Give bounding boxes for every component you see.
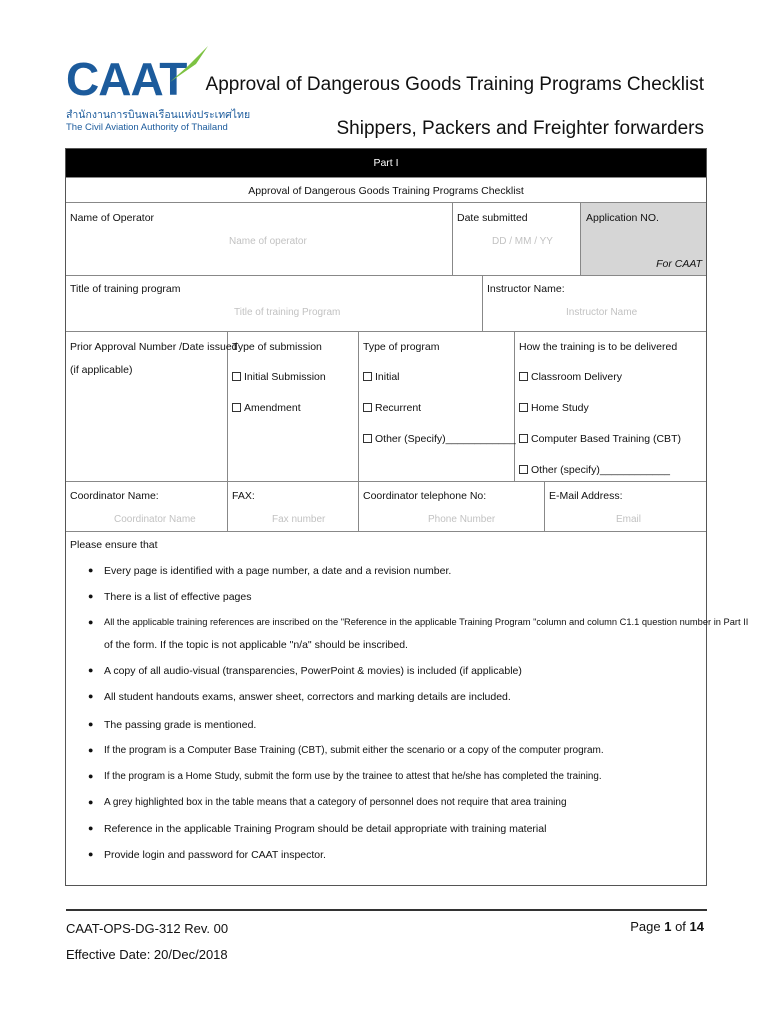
bullet-icon: ● [88, 823, 94, 833]
checkbox-home-study[interactable]: Home Study [519, 402, 589, 414]
ensure-item: Provide login and password for CAAT inspector. [104, 849, 326, 861]
logo-thai-name: สำนักงานการบินพลเรือนแห่งประเทศไทย [66, 109, 251, 121]
operator-input[interactable]: Name of operator [229, 236, 307, 247]
checkbox-classroom[interactable]: Classroom Delivery [519, 371, 622, 383]
checkbox-initial-submission[interactable]: Initial Submission [232, 371, 326, 383]
checkbox-program-other[interactable]: Other (Specify)____________ [363, 433, 516, 445]
logo-english-name: The Civil Aviation Authority of Thailand [66, 122, 228, 133]
checkbox-cbt[interactable]: Computer Based Training (CBT) [519, 433, 681, 445]
date-input[interactable]: DD / MM / YY [492, 236, 553, 247]
bullet-icon: ● [88, 665, 94, 675]
form-subtitle: Approval of Dangerous Goods Training Programs Checklist [248, 185, 524, 197]
checkbox-icon [232, 403, 241, 412]
page-number: Page 1 of 14 [630, 919, 704, 934]
footer-divider [66, 909, 707, 911]
bullet-icon: ● [88, 565, 94, 575]
checkbox-icon [363, 434, 372, 443]
part-label: Part I [373, 157, 399, 169]
checkbox-icon [519, 403, 528, 412]
checklist-form [65, 148, 749, 886]
ensure-item: If the program is a Computer Base Training (CBT), submit either the scenario or a copy of the computer program. [104, 745, 604, 756]
ensure-item: All the applicable training references are inscribed on the "Reference in the applicable Training Program "column and column C1.1 question number in Part II [104, 617, 749, 627]
checkbox-icon [363, 403, 372, 412]
ensure-heading: Please ensure that [70, 539, 158, 551]
ensure-item: There is a list of effective pages [104, 591, 252, 603]
document-title: Approval of Dangerous Goods Training Programs Checklist [205, 74, 704, 95]
for-caat-note: For CAAT [656, 258, 702, 270]
ensure-item: Every page is identified with a page number, a date and a revision number. [104, 565, 452, 577]
instructor-label: Instructor Name: [487, 283, 565, 295]
checkbox-delivery-other[interactable]: Other (specify)____________ [519, 464, 670, 476]
logo-swoosh-icon [168, 44, 210, 84]
bullet-icon: ● [88, 691, 94, 701]
bullet-icon: ● [88, 591, 94, 601]
ensure-item-continued: of the form. If the topic is not applicable "n/a" should be inscribed. [104, 639, 408, 651]
logo-wordmark: CAAT [66, 53, 187, 105]
program-type-label: Type of program [363, 341, 440, 353]
effective-date: Effective Date: 20/Dec/2018 [66, 947, 228, 962]
ensure-item: Reference in the applicable Training Program should be detail appropriate with training material [104, 823, 547, 835]
ensure-item: A copy of all audio-visual (transparencies, PowerPoint & movies) is included (if applicable) [104, 665, 522, 677]
delivery-label: How the training is to be delivered [519, 341, 678, 353]
program-title-input[interactable]: Title of training Program [234, 307, 341, 318]
submission-type-label: Type of submission [232, 341, 322, 353]
checkbox-icon [363, 372, 372, 381]
email-input[interactable]: Email [616, 514, 642, 525]
phone-label: Coordinator telephone No: [363, 490, 487, 502]
checkbox-icon [519, 372, 528, 381]
document-code: CAAT-OPS-DG-312 Rev. 00 [66, 921, 229, 936]
bullet-icon: ● [88, 745, 94, 755]
application-label: Application NO. [586, 212, 659, 224]
document-subtitle: Shippers, Packers and Freighter forwarders [336, 118, 704, 139]
coordinator-input[interactable]: Coordinator Name [114, 514, 196, 525]
ensure-item: The passing grade is mentioned. [104, 719, 257, 731]
bullet-icon: ● [88, 797, 94, 807]
prior-approval-label: Prior Approval Number /Date issued [70, 341, 238, 353]
ensure-item: A grey highlighted box in the table means that a category of personnel does not require that area training [104, 797, 567, 808]
bullet-icon: ● [88, 849, 94, 859]
program-title-label: Title of training program [70, 283, 181, 295]
prior-approval-note: (if applicable) [70, 364, 133, 376]
instructor-input[interactable]: Instructor Name [566, 307, 638, 318]
coordinator-label: Coordinator Name: [70, 490, 159, 502]
operator-label: Name of Operator [70, 212, 155, 224]
fax-input[interactable]: Fax number [272, 514, 326, 525]
checkbox-icon [519, 434, 528, 443]
checkbox-icon [232, 372, 241, 381]
checkbox-icon [519, 465, 528, 474]
date-label: Date submitted [457, 212, 528, 224]
phone-input[interactable]: Phone Number [428, 514, 496, 525]
bullet-icon: ● [88, 771, 94, 781]
ensure-item: If the program is a Home Study, submit the form use by the trainee to attest that he/she has completed the training. [104, 771, 602, 782]
email-label: E-Mail Address: [549, 490, 623, 502]
ensure-item: All student handouts exams, answer sheet, correctors and marking details are included. [104, 691, 511, 703]
checkbox-initial[interactable]: Initial [363, 371, 400, 383]
checkbox-amendment[interactable]: Amendment [232, 402, 301, 414]
checkbox-recurrent[interactable]: Recurrent [363, 402, 421, 414]
bullet-icon: ● [88, 617, 94, 627]
fax-label: FAX: [232, 490, 255, 502]
bullet-icon: ● [88, 719, 94, 729]
